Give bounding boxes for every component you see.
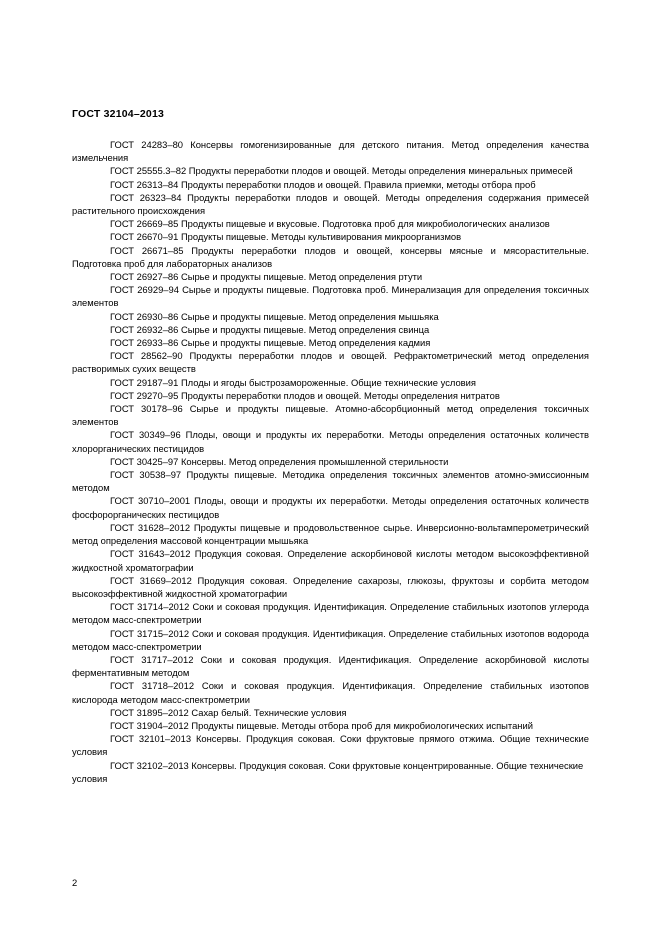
standards-reference-list [72,138,589,785]
list-item: ГОСТ 31715–2012 Соки и соковая продукция. Идентификация. Определение стабильных изотопов водорода методом масс-спектрометрии [72,627,589,652]
list-item: ГОСТ 26930–86 Сырье и продукты пищевые. Метод определения мышьяка [110,310,439,322]
list-item: ГОСТ 26933–86 Сырье и продукты пищевые. Метод определения кадмия [110,337,431,349]
list-item: ГОСТ 26313–84 Продукты переработки плодов и овощей. Правила приемки, методы отбора проб [110,178,536,190]
list-item: ГОСТ 31717–2012 Соки и соковая продукция. Идентификация. Определение аскорбиновой кислоты ферментативным методом [72,653,589,679]
list-item: ГОСТ 25555.3–82 Продукты переработки плодов и овощей. Методы определения минеральных примесей [110,165,573,177]
list-item: ГОСТ 31904–2012 Продукты пищевые. Методы отбора проб для микробиологических испытаний [110,719,533,731]
list-item: ГОСТ 31718–2012 Соки и соковая продукция. Идентификация. Определение стабильных изотопов кислорода методом масс-спектрометрии [72,680,589,705]
list-item: ГОСТ 26323–84 Продукты переработки плодов и овощей. Методы определения содержания примесей растительного происхождения [72,191,589,217]
list-item: ГОСТ 24283–80 Консервы гомогенизированные для детского питания. Метод определения качества измельчения [72,139,589,164]
list-item: ГОСТ 31669–2012 Продукция соковая. Определение сахарозы, глюкозы, фруктозы и сорбита методом высокоэффективной жидкостной хроматографии [72,574,589,599]
list-item: ГОСТ 26927–86 Сырье и продукты пищевые. Метод определения ртути [110,271,423,283]
list-item: ГОСТ 26671–85 Продукты переработки плодов и овощей, консервы мясные и мясорастительные. Подготовка проб для лабораторных анализов [72,244,589,269]
list-item: ГОСТ 30425–97 Консервы. Метод определения промышленной стерильности [110,455,449,467]
list-item: ГОСТ 30178–96 Сырье и продукты пищевые. Атомно-абсорбционный метод определения токсичных элементов [72,403,589,428]
list-item: ГОСТ 32102–2013 Консервы. Продукция соковая. Соки фруктовые концентрированные. Общие технические условия [72,759,584,784]
page-number: 2 [72,877,78,888]
list-item: ГОСТ 26932–86 Сырье и продукты пищевые. Метод определения свинца [110,323,430,335]
list-item: ГОСТ 28562–90 Продукты переработки плодов и овощей. Рефрактометрический метод определения растворимых сухих веществ [72,350,589,375]
list-item: ГОСТ 31643–2012 Продукция соковая. Определение аскорбиновой кислоты методом высокоэффективной жидкостной хроматографии [72,548,589,573]
list-item: ГОСТ 26670–91 Продукты пищевые. Методы культивирования микроорганизмов [110,231,462,243]
list-item: ГОСТ 32101–2013 Консервы. Продукция соковая. Соки фруктовые прямого отжима. Общие технические условия [72,733,589,758]
list-item: ГОСТ 31628–2012 Продукты пищевые и продовольственное сырье. Инверсионно-вольтамперометрический метод определения массовой концентрации мышьяка [72,521,589,547]
list-item: ГОСТ 30710–2001 Плоды, овощи и продукты их переработки. Методы определения остаточных количеств фосфорорганических пестицидов [72,495,589,520]
list-item: ГОСТ 31714–2012 Соки и соковая продукция. Идентификация. Определение стабильных изотопов углерода методом масс-спектрометрии [72,601,589,626]
list-item: ГОСТ 29270–95 Продукты переработки плодов и овощей. Методы определения нитратов [110,389,500,401]
list-item: ГОСТ 29187–91 Плоды и ягоды быстрозамороженные. Общие технические условия [110,376,476,388]
document-standard-number: ГОСТ 32104–2013 [72,108,165,120]
list-item: ГОСТ 30349–96 Плоды, овощи и продукты их переработки. Методы определения остаточных количеств хлорорганических пестицидов [72,429,589,454]
list-item: ГОСТ 30538–97 Продукты пищевые. Методика определения токсичных элементов атомно-эмиссионным методом [72,469,589,494]
list-item: ГОСТ 31895–2012 Сахар белый. Технические условия [110,706,347,718]
list-item: ГОСТ 26669–85 Продукты пищевые и вкусовые. Подготовка проб для микробиологических анализов [110,218,550,230]
list-item: ГОСТ 26929–94 Сырье и продукты пищевые. Подготовка проб. Минерализация для определения токсичных элементов [72,284,589,309]
